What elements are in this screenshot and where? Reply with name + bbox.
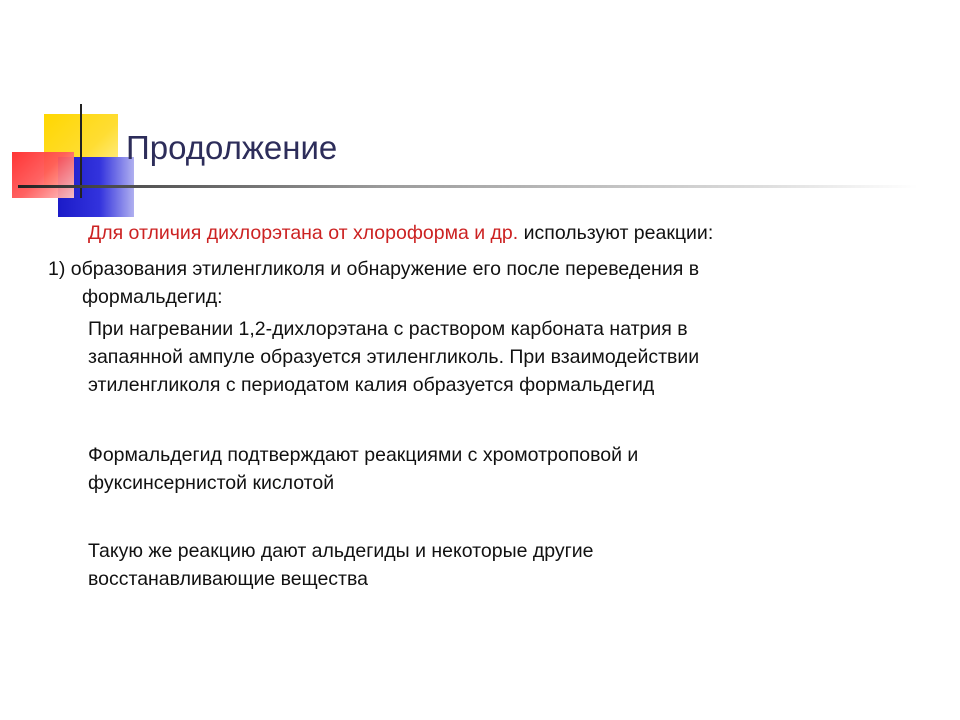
heating-paragraph — [88, 315, 868, 399]
heating-line-1: При нагревании 1,2-дихлорэтана с раствором карбоната натрия в — [88, 318, 688, 340]
slide-title: Продолжение — [126, 129, 338, 166]
intro-accent-text: Для отличия дихлорэтана от хлороформа и др. — [88, 222, 519, 244]
decor-vertical-line — [80, 104, 82, 198]
formaldehyde-line-1: Формальдегид подтверждают реакциями с хромотроповой и — [88, 444, 639, 466]
intro-rest-text: используют реакции: — [518, 222, 714, 244]
same-reaction-line-1: Такую же реакцию дают альдегиды и некоторые другие — [88, 540, 594, 562]
point-1-line-2: формальдегид: — [82, 286, 223, 308]
heating-line-2: запаянной ампуле образуется этиленгликоль. При взаимодействии — [88, 346, 700, 368]
same-reaction-paragraph — [88, 537, 868, 593]
decor-red-square — [12, 152, 74, 198]
heating-line-3: этиленгликоля с периодатом калия образуется формальдегид — [88, 374, 655, 396]
same-reaction-line-2: восстанавливающие вещества — [88, 568, 368, 590]
formaldehyde-line-2: фуксинсернистой кислотой — [88, 472, 335, 494]
point-1-paragraph — [48, 255, 878, 311]
intro-paragraph — [88, 219, 713, 247]
formaldehyde-paragraph — [88, 441, 868, 497]
title-underline — [18, 185, 918, 188]
point-1-line-1: 1) образования этиленгликоля и обнаружение его после переведения в — [48, 258, 700, 280]
